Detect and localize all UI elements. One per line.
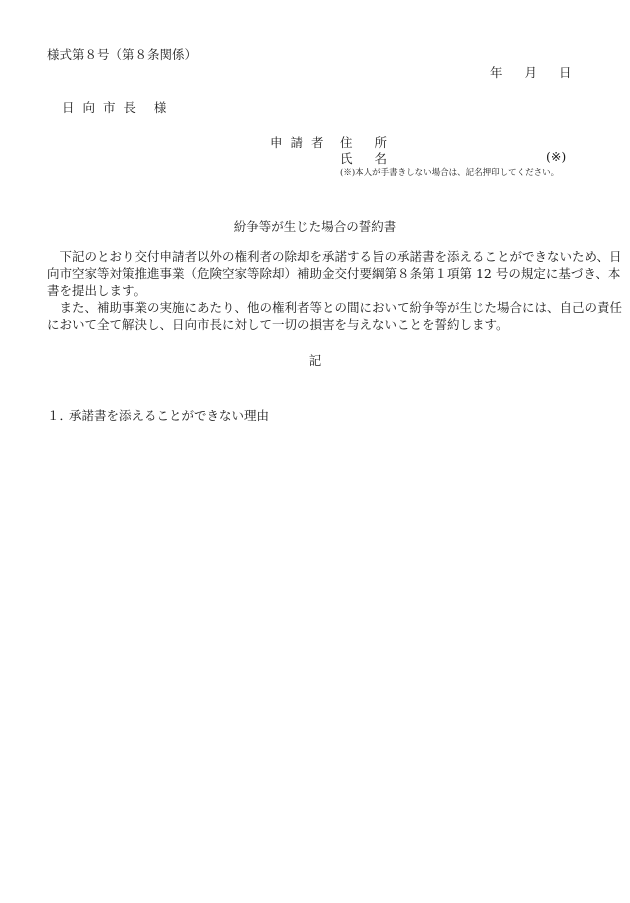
list-item-text: 承諾書を添えることができない理由 (69, 408, 270, 423)
paragraph-1-line: 下記のとおり交付申請者以外の権利者の除却を承諾する旨の承諾書を添えることができないため、日 (47, 249, 622, 264)
ki-heading: 記 (308, 353, 322, 368)
date-year-label: 年 (490, 65, 503, 80)
paragraph-1-line: 書を提出します。 (47, 283, 147, 298)
signature-note: (※)本人が手書きしない場合は、記名押印してください。 (340, 168, 560, 178)
address-label-first: 住 (340, 135, 353, 150)
list-item (47, 406, 269, 424)
paragraph-2-line: において全て解決し、日向市長に対して一切の損害を与えないことを誓約します。 (47, 317, 509, 332)
applicant-label: 申 請 者 (270, 135, 326, 150)
paragraph-2-line: また、補助事業の実施にあたり、他の権利者等との間において紛争等が生じた場合には、自己の責任 (47, 300, 623, 315)
form-number: 様式第８号（第８条関係） (47, 47, 198, 62)
paragraph-1-line: 向市空家等対策推進事業（危険空家等除却）補助金交付要綱第８条第１項第 12 号の規定に基づき、本 (47, 266, 621, 281)
date-line (490, 63, 572, 81)
paragraph-1 (47, 248, 622, 299)
addressee (62, 98, 168, 116)
name-label-second: 名 (374, 151, 388, 166)
date-day-label: 日 (559, 65, 572, 80)
document-title: 紛争等が生じた場合の誓約書 (233, 219, 397, 234)
paragraph-2 (47, 299, 623, 333)
name-label-first: 氏 (340, 151, 353, 166)
name-label (340, 149, 387, 167)
addressee-honorific: 様 (153, 100, 169, 115)
address-label-second: 所 (374, 135, 388, 150)
addressee-name: 日 向 市 長 (62, 100, 138, 115)
date-month-label: 月 (524, 65, 538, 80)
seal-mark: (※) (546, 149, 567, 164)
list-item-number: １． (47, 408, 73, 423)
